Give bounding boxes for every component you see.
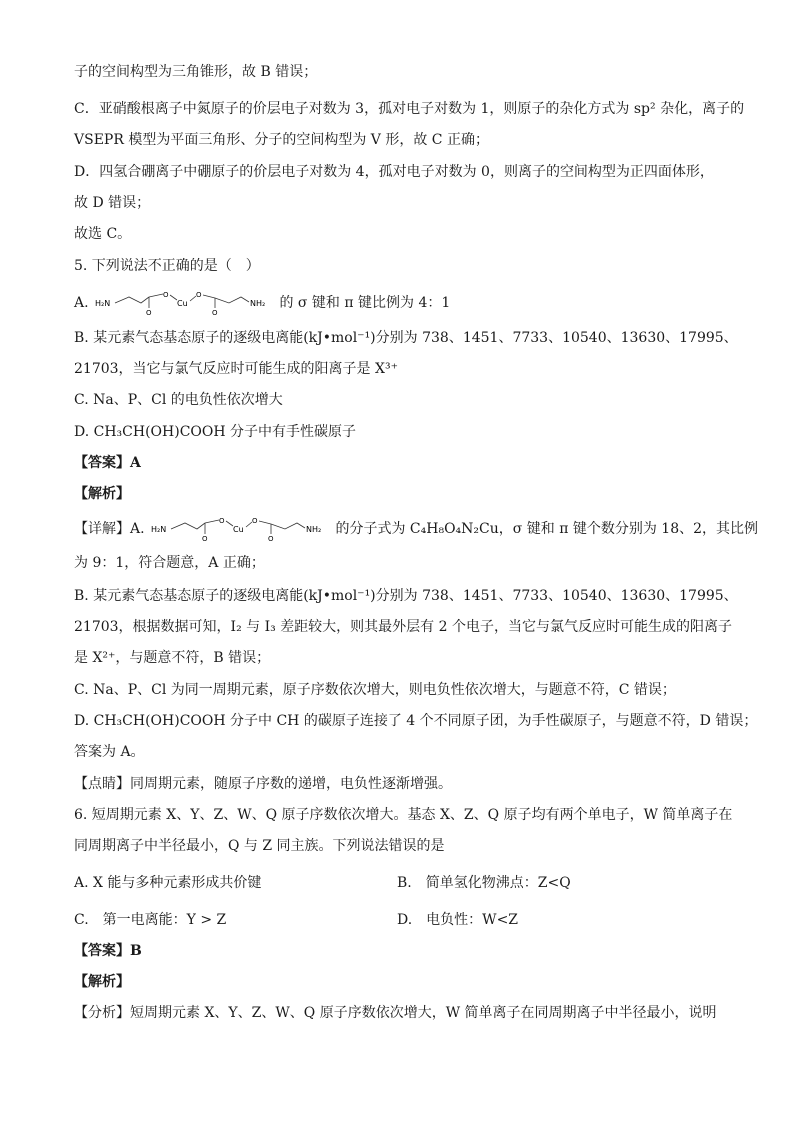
question-6-stem-line1: 6. 短周期元素 X、Y、Z、W、Q 原子序数依次增大。基态 X、Z、Q 原子均有两个单电子，W 简单离子在 [74,807,733,823]
analysis-line: 【分析】短周期元素 X、Y、Z、W、Q 原子序数依次增大，W 简单离子在同周期离子中半径最小，说明 [74,1005,717,1021]
structure-metal: Cu [233,525,244,534]
text-line: D．四氢合硼离子中硼原子的价层电子对数为 4，孤对电子对数为 0，则离子的空间构型为正四面体形， [74,164,714,180]
explanation-line: C. Na、P、Cl 为同一周期元素，原子序数依次增大，则电负性依次增大，与题意不符，C 错误； [74,682,676,698]
explanation-line: 为 9：1，符合题意，A 正确； [74,555,265,571]
question-5-option-c: C. Na、P、Cl 的电负性依次增大 [74,392,283,408]
structure-oxygen: O [268,535,274,542]
text-line: 故选 C。 [74,226,132,242]
structure-left-group: H₂N [95,299,111,308]
structure-oxygen: O [252,517,258,525]
structure-oxygen: O [202,535,208,542]
text-line: VSEPR 模型为平面三角形、分子的空间构型为 V 形，故 C 正确； [74,132,489,148]
copper-glycinate-structure [149,516,331,542]
explanation-line: D. CH₃CH(OH)COOH 分子中 CH 的碳原子连接了 4 个不同原子团，为手性碳原子，与题意不符，D 错误； [74,713,758,729]
question-6-option-d: D. 电负性：W<Z [397,912,519,928]
structure-right-group: NH₂ [306,525,322,534]
structure-oxygen: O [212,309,218,316]
structure-left-group: H₂N [151,525,167,534]
explanation-line: 答案为 A。 [74,744,145,760]
explanation-suffix: 的分子式为 C₄H₈O₄N₂Cu，σ 键和 π 键个数分别为 18、2，其比例 [335,521,759,537]
question-6-option-b: B. 简单氢化物沸点：Z<Q [397,875,571,891]
question-5-option-b-line1: B. 某元素气态基态原子的逐级电离能(kJ•mol⁻¹)分别为 738、1451、7733、10540、13630、17995、 [74,330,738,346]
analysis-label: 【解析】 [74,486,130,502]
structure-oxygen: O [146,309,152,316]
structure-oxygen: O [219,517,225,525]
text-line: C．亚硝酸根离子中氮原子的价层电子对数为 3，孤对电子对数为 1，则原子的杂化方式为 sp² 杂化，离子的 [74,101,745,117]
structure-oxygen: O [163,291,169,299]
text-line: 故 D 错误； [74,195,151,211]
structure-metal: Cu [177,299,188,308]
question-6-option-c: C. 第一电离能：Y > Z [74,912,227,928]
key-point: 【点睛】同周期元素，随原子序数的递增，电负性逐渐增强。 [74,776,452,792]
explanation-prefix: 【详解】A. [74,521,145,537]
question-5-option-b-line2: 21703，当它与氯气反应时可能生成的阳离子是 X³⁺ [74,361,398,377]
structure-right-group: NH₂ [250,299,266,308]
question-6-stem-line2: 同周期离子中半径最小，Q 与 Z 同主族。下列说法错误的是 [74,838,445,854]
explanation-line1 [74,516,758,542]
text-line: 子的空间构型为三角锥形，故 B 错误； [74,64,318,80]
structure-oxygen: O [196,291,202,299]
option-a-prefix: A. [74,295,89,311]
question-5-option-d: D. CH₃CH(OH)COOH 分子中有手性碳原子 [74,424,357,440]
copper-glycinate-structure [93,290,275,316]
explanation-line: 是 X²⁺，与题意不符，B 错误； [74,650,271,666]
explanation-line: B. 某元素气态基态原子的逐级电离能(kJ•mol⁻¹)分别为 738、1451、7733、10540、13630、17995、 [74,588,738,604]
question-5-stem: 5. 下列说法不正确的是（ ） [74,258,260,274]
option-a-suffix: 的 σ 键和 π 键比例为 4：1 [279,295,451,311]
question-5-option-a [74,290,450,316]
answer-label: 【答案】A [74,455,141,471]
explanation-line: 21703，根据数据可知，I₂ 与 I₃ 差距较大，则其最外层有 2 个电子，当它与氯气反应时可能生成的阳离子 [74,619,732,635]
analysis-label: 【解析】 [74,974,130,990]
question-6-option-a: A. X 能与多种元素形成共价键 [74,875,262,891]
answer-label: 【答案】B [74,943,142,959]
